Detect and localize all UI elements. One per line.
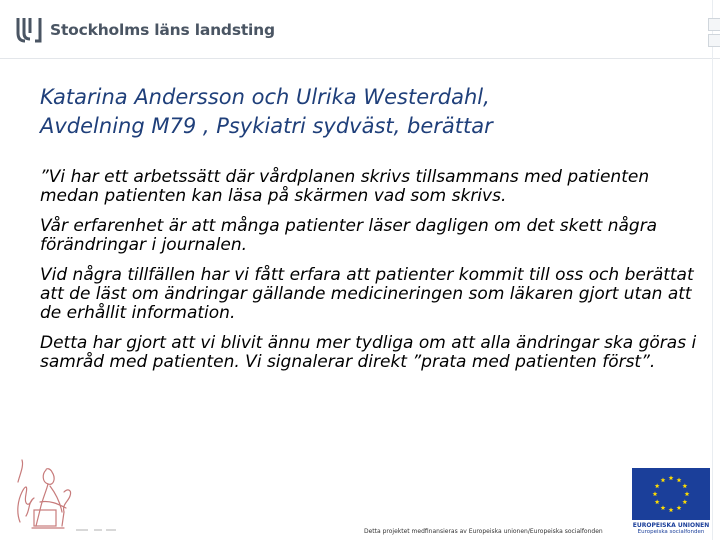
- eu-caption-sub: Europeiska socialfonden: [637, 529, 705, 535]
- paragraph-2: Vår erfarenhet är att många patienter läser dagligen om det skett några förändringar i journalen.: [40, 216, 658, 255]
- title-line-2: Avdelning M79 , Psykiatri sydväst, berättar: [40, 114, 493, 138]
- eu-star: [669, 475, 674, 480]
- eu-star: [677, 505, 682, 510]
- paragraph-1: ”Vi har ett arbetssätt där vårdplanen skrivs tillsammans med patienten medan patienten kan läsa på skärmen vad som skrivs.: [40, 167, 650, 206]
- paragraph-3: Vid några tillfällen har vi fått erfara att patienter kommit till oss och berättat att de läst om ändringar gällande medicineringen som läkaren gjort utan att de erhållit information.: [40, 265, 694, 323]
- eu-star: [669, 507, 674, 512]
- eu-caption-main: EUROPEISKA UNIONEN: [632, 522, 710, 529]
- paragraph-4: Detta har gjort att vi blivit ännu mer tydliga om att alla ändringar ska göras i samråd med patienten. Vi signalerar direkt ”prata med patienten först”.: [40, 333, 697, 372]
- eu-star: [655, 499, 660, 504]
- slide-title: [40, 83, 690, 141]
- eu-star: [661, 478, 666, 483]
- edge-square: [708, 18, 720, 31]
- eu-star: [655, 483, 660, 488]
- funding-note: Detta projektet medfinansieras av Europeiska unionen/Europeiska socialfonden: [364, 528, 603, 535]
- eu-star: [682, 483, 687, 488]
- eu-flag-icon: [632, 468, 710, 520]
- eu-star: [653, 491, 658, 496]
- eu-star: [661, 505, 666, 510]
- sll-logo-icon: [14, 17, 44, 43]
- eu-star: [685, 491, 690, 496]
- title-line-1: Katarina Andersson och Ulrika Westerdahl,: [40, 85, 490, 109]
- logo-text: Stockholms läns landsting: [50, 21, 275, 39]
- slide-body: [40, 168, 710, 383]
- eu-star: [682, 499, 687, 504]
- eu-flag: [632, 468, 710, 520]
- sll-logo: [14, 17, 275, 43]
- eu-star: [677, 478, 682, 483]
- ehalsa-drawing: [6, 452, 126, 538]
- eu-logo: [632, 468, 710, 536]
- ehalsa-drawing-icon: [6, 452, 126, 534]
- edge-square: [708, 34, 720, 47]
- header-bar: [0, 0, 720, 59]
